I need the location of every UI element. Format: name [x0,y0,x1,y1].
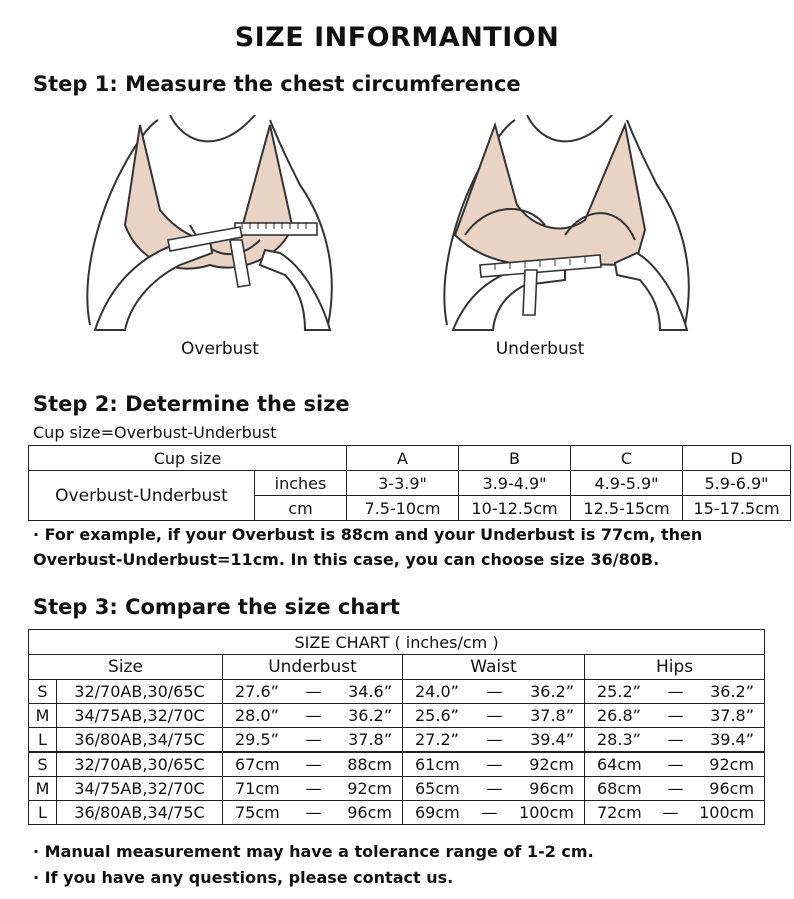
under-max: 92cm [347,779,392,798]
example-line-2: Overbust-Underbust=11cm. In this case, you can choose size 36/80B. [33,550,660,569]
under-range [223,777,403,801]
under-max: 37.8” [348,730,392,749]
cm-unit: cm [255,496,347,521]
waist-max: 96cm [529,779,574,798]
range-dash: — [667,730,684,749]
waist-header: Waist [403,655,585,680]
cm-d: 15-17.5cm [683,496,791,521]
example-line-1: · For example, if your Overbust is 88cm and your Underbust is 77cm, then [33,525,703,544]
under-range [223,728,403,753]
waist-max: 92cm [529,755,574,774]
size-letter: S [29,680,57,704]
range-dash: — [305,706,322,725]
step2-heading: Step 2: Determine the size [33,392,350,416]
size-header: Size [29,655,223,680]
waist-range [403,728,585,753]
hips-max: 96cm [709,779,755,798]
range-dash: — [486,706,503,725]
under-min: 71cm [235,779,280,798]
overbust-measure-illustration [70,115,350,335]
under-range-values [223,755,402,774]
cup-d: D [683,446,791,471]
under-min: 28.0” [235,706,279,725]
cm-c: 12.5-15cm [571,496,683,521]
waist-range-values [403,755,584,774]
under-max: 96cm [347,803,392,822]
difference-label: Overbust-Underbust [29,471,255,521]
table-row [29,777,765,801]
under-range-values [223,803,402,822]
hips-range-values [585,803,764,822]
waist-range [403,704,585,728]
size-code: 34/75AB,32/70C [57,704,223,728]
waist-range [403,680,585,704]
waist-min: 27.2” [415,730,459,749]
overbust-caption: Overbust [181,339,259,359]
under-max: 36.2” [348,706,392,725]
inches-a: 3-3.9" [347,471,459,496]
cup-c: C [571,446,683,471]
range-dash: — [667,779,684,798]
range-dash: — [305,779,322,798]
size-letter: S [29,752,57,777]
hips-min: 25.2” [597,682,641,701]
cup-size-table [28,445,791,521]
size-code: 36/80AB,34/75C [57,801,223,825]
range-dash: — [305,755,322,774]
hips-min: 68cm [597,779,642,798]
range-dash: — [667,706,684,725]
waist-range-values [403,779,584,798]
underbust-caption: Underbust [495,339,585,359]
size-letter: M [29,704,57,728]
hips-range-values [585,682,764,701]
hips-max: 37.8” [710,706,755,725]
under-max: 34.6” [348,682,392,701]
underbust-header: Underbust [223,655,403,680]
table-row [29,680,765,704]
table-row [29,752,765,777]
under-range [223,801,403,825]
size-code: 32/70AB,30/65C [57,752,223,777]
inches-c: 4.9-5.9" [571,471,683,496]
hips-min: 28.3” [597,730,641,749]
waist-range-values [403,682,584,701]
size-chart-table [28,629,765,825]
waist-range-values [403,730,584,749]
range-dash: — [486,755,503,774]
under-range-values [223,730,402,749]
range-dash: — [305,803,322,822]
inches-b: 3.9-4.9" [459,471,571,496]
under-min: 67cm [235,755,280,774]
cup-b: B [459,446,571,471]
table-row [29,704,765,728]
waist-range-values [403,803,584,822]
cup-size-header: Cup size [29,446,347,471]
note-contact: · If you have any questions, please contact us. [33,868,454,887]
range-dash: — [662,803,679,822]
cup-formula: Cup size=Overbust-Underbust [33,423,277,442]
range-dash: — [486,779,503,798]
note-tolerance: · Manual measurement may have a tolerance range of 1-2 cm. [33,842,594,861]
hips-max: 92cm [709,755,755,774]
waist-range-values [403,706,584,725]
hips-min: 64cm [597,755,642,774]
underbust-measure-illustration [425,115,705,335]
hips-range [585,728,765,753]
hips-range-values [585,706,764,725]
hips-range [585,777,765,801]
table-row [29,801,765,825]
under-range-values [223,779,402,798]
under-min: 75cm [235,803,280,822]
range-dash: — [305,730,322,749]
range-dash: — [305,682,322,701]
range-dash: — [667,755,684,774]
under-range-values [223,706,402,725]
waist-range [403,752,585,777]
hips-max: 36.2” [710,682,755,701]
hips-min: 26.8” [597,706,641,725]
step3-heading: Step 3: Compare the size chart [33,595,400,619]
under-range-values [223,682,402,701]
under-min: 27.6” [235,682,279,701]
step1-heading: Step 1: Measure the chest circumference [33,72,521,96]
waist-max: 39.4” [530,730,574,749]
page-title: SIZE INFORMANTION [234,22,560,53]
hips-range [585,801,765,825]
waist-max: 100cm [519,803,574,822]
waist-min: 25.6” [415,706,459,725]
range-dash: — [486,730,503,749]
size-chart-caption: SIZE CHART ( inches/cm ) [29,630,765,655]
under-range [223,752,403,777]
size-letter: L [29,801,57,825]
under-range [223,704,403,728]
cm-a: 7.5-10cm [347,496,459,521]
inches-d: 5.9-6.9" [683,471,791,496]
waist-range [403,777,585,801]
waist-max: 36.2” [530,682,574,701]
under-min: 29.5” [235,730,279,749]
hips-range-values [585,730,764,749]
waist-min: 69cm [415,803,460,822]
hips-range-values [585,779,764,798]
hips-range [585,752,765,777]
cup-a: A [347,446,459,471]
cm-b: 10-12.5cm [459,496,571,521]
hips-max: 100cm [699,803,755,822]
hips-range [585,680,765,704]
waist-min: 61cm [415,755,460,774]
hips-range-values [585,755,764,774]
table-row [29,728,765,753]
size-code: 36/80AB,34/75C [57,728,223,753]
waist-max: 37.8” [530,706,574,725]
range-dash: — [486,682,503,701]
size-letter: M [29,777,57,801]
range-dash: — [667,682,684,701]
under-range [223,680,403,704]
inches-unit: inches [255,471,347,496]
size-letter: L [29,728,57,753]
range-dash: — [481,803,498,822]
waist-min: 24.0” [415,682,459,701]
hips-max: 39.4” [710,730,755,749]
waist-min: 65cm [415,779,460,798]
under-max: 88cm [347,755,392,774]
hips-header: Hips [585,655,765,680]
size-code: 32/70AB,30/65C [57,680,223,704]
size-code: 34/75AB,32/70C [57,777,223,801]
hips-range [585,704,765,728]
waist-range [403,801,585,825]
hips-min: 72cm [597,803,642,822]
